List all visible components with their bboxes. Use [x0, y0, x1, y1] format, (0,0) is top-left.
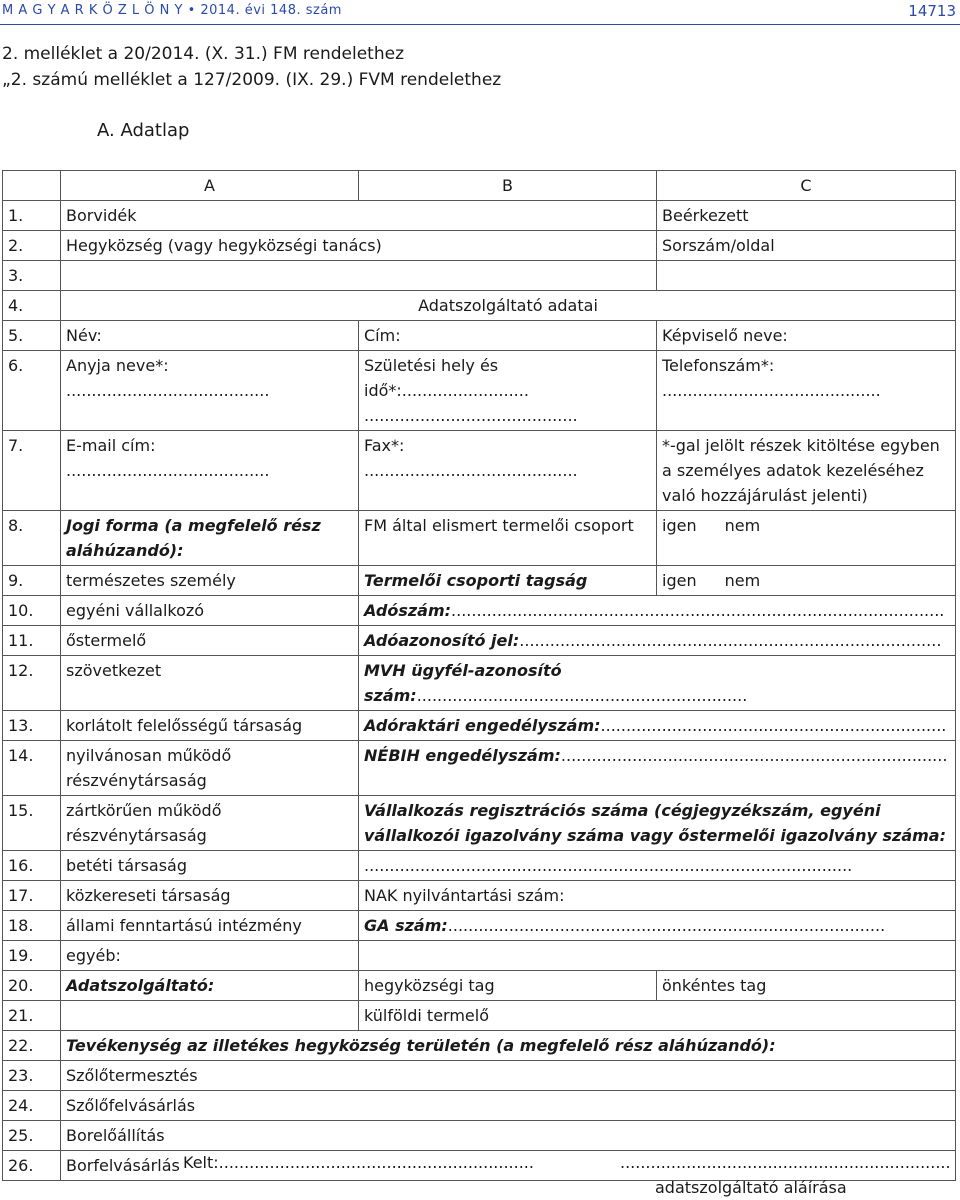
table-row: [3, 231, 956, 261]
group-membership-label: Termelői csoporti tagság: [359, 566, 657, 596]
representative-field[interactable]: Képviselő neve:: [657, 321, 956, 351]
phone-field[interactable]: [657, 351, 956, 431]
field-label: Születési hely és idő*:.........................: [364, 356, 529, 400]
table-row: [3, 1091, 956, 1121]
field-dots: ......................................................................................: [447, 916, 886, 935]
table-row: [3, 1031, 956, 1061]
legal-form-option[interactable]: szövetkezet: [61, 656, 359, 711]
tax-number-field[interactable]: [359, 596, 956, 626]
row-number: 15.: [3, 796, 61, 851]
legal-form-option[interactable]: állami fenntartású intézmény: [61, 911, 359, 941]
field-dots: ........................................: [66, 461, 270, 480]
table-row: [3, 851, 956, 881]
field-label: Telefonszám*:: [662, 356, 775, 375]
activity-option[interactable]: Borfelvásárlás: [61, 1151, 956, 1181]
table-row: [3, 626, 956, 656]
row-number: 12.: [3, 656, 61, 711]
field-dots: ............................................................................: [560, 746, 948, 765]
row-number: 17.: [3, 881, 61, 911]
row-number: 21.: [3, 1001, 61, 1031]
data-provider-label: Adatszolgáltató:: [61, 971, 359, 1001]
page-header: [0, 0, 960, 26]
corner-cell: [3, 171, 61, 201]
row-number: 11.: [3, 626, 61, 656]
row-number: 1.: [3, 201, 61, 231]
table-row: [3, 261, 956, 291]
legal-form-option[interactable]: őstermelő: [61, 626, 359, 656]
wine-community-field[interactable]: Hegyközség (vagy hegyközségi tanács): [61, 231, 657, 261]
registration-number-field[interactable]: ................................................................................................: [359, 851, 956, 881]
field-label: Fax*:: [364, 436, 405, 455]
table-row: [3, 291, 956, 321]
field-label: Adóraktári engedélyszám:: [364, 716, 601, 735]
consent-note: *-gal jelölt részek kitöltése egyben a személyes adatok kezeléséhez való hozzájárulást jelenti): [657, 431, 956, 511]
name-field[interactable]: Név:: [61, 321, 359, 351]
table-row: [3, 971, 956, 1001]
row-number: 8.: [3, 511, 61, 566]
row-number: 24.: [3, 1091, 61, 1121]
row-number: 7.: [3, 431, 61, 511]
signature-line[interactable]: .................................................................: [620, 1153, 951, 1172]
producer-group-label: FM által elismert termelői csoport: [359, 511, 657, 566]
header-divider: [0, 24, 960, 25]
activity-heading: Tevékenység az illetékes hegyközség területén (a megfelelő rész aláhúzandó):: [61, 1031, 956, 1061]
row-number: 14.: [3, 741, 61, 796]
column-header-row: [3, 171, 956, 201]
table-row: [3, 566, 956, 596]
mother-name-field[interactable]: [61, 351, 359, 431]
nebih-licence-field[interactable]: [359, 741, 956, 796]
producer-group-choice: [657, 511, 956, 566]
row-number: 18.: [3, 911, 61, 941]
table-row: [3, 711, 956, 741]
member-option[interactable]: hegyközségi tag: [359, 971, 657, 1001]
ga-number-field[interactable]: [359, 911, 956, 941]
field-dots: ....................................................................: [600, 716, 947, 735]
birth-place-date-field[interactable]: [359, 351, 657, 431]
column-c-header: C: [657, 171, 956, 201]
field-label: E-mail cím:: [66, 436, 156, 455]
column-a-header: A: [61, 171, 359, 201]
no-option[interactable]: nem: [724, 516, 761, 535]
activity-option[interactable]: Borelőállítás: [61, 1121, 956, 1151]
legal-form-option[interactable]: nyilvánosan működő részvénytársaság: [61, 741, 359, 796]
serial-page-field[interactable]: Sorszám/oldal: [657, 231, 956, 261]
page-number: 14713: [908, 2, 956, 20]
row-number: 10.: [3, 596, 61, 626]
row-number: 23.: [3, 1061, 61, 1091]
mvh-client-id-field[interactable]: [359, 656, 956, 711]
table-row: [3, 1121, 956, 1151]
activity-option[interactable]: Szőlőfelvásárlás: [61, 1091, 956, 1121]
row-number: 25.: [3, 1121, 61, 1151]
voluntary-member-option[interactable]: önkéntes tag: [657, 971, 956, 1001]
table-row: [3, 1061, 956, 1091]
table-row: [3, 741, 956, 796]
table-row: [3, 911, 956, 941]
table-row: [3, 656, 956, 711]
legal-form-option[interactable]: betéti társaság: [61, 851, 359, 881]
field-dots: ...........................................: [662, 381, 881, 400]
activity-option[interactable]: Szőlőtermesztés: [61, 1061, 956, 1091]
tax-id-field[interactable]: [359, 626, 956, 656]
field-dots: ..........................................: [364, 406, 578, 425]
table-row: [3, 351, 956, 431]
section-heading: Adatszolgáltató adatai: [61, 291, 956, 321]
field-dots: ..........................................: [364, 461, 578, 480]
field-dots: .................................................................: [416, 686, 748, 705]
field-dots: ...................................................................................: [519, 631, 942, 650]
address-field[interactable]: Cím:: [359, 321, 657, 351]
field-dots: ........................................: [66, 381, 270, 400]
journal-title: M A G Y A R K Ö Z L Ö N Y • 2014. évi 148. szám: [2, 3, 342, 18]
registration-number-label: Vállalkozás regisztrációs száma (cégjegyzékszám, egyéni vállalkozói igazolvány száma vagy őstermelői igazolvány száma:: [359, 796, 956, 851]
row-number: 26.: [3, 1151, 61, 1181]
table-row: [3, 511, 956, 566]
field-label: Adószám:: [364, 601, 452, 620]
table-row: [3, 1001, 956, 1031]
row-number: 22.: [3, 1031, 61, 1061]
field-label: Anyja neve*:: [66, 356, 169, 375]
yes-option[interactable]: igen: [662, 516, 697, 535]
row-number: 20.: [3, 971, 61, 1001]
email-field[interactable]: [61, 431, 359, 511]
row-number: 19.: [3, 941, 61, 971]
legal-form-option[interactable]: egyéni vállalkozó: [61, 596, 359, 626]
annex-reference-amended: „2. számú melléklet a 127/2009. (IX. 29.) FVM rendelethez: [2, 70, 502, 90]
row-number: 4.: [3, 291, 61, 321]
table-row: [3, 941, 956, 971]
table-row: [3, 321, 956, 351]
yes-option[interactable]: igen: [662, 571, 697, 590]
empty-cell[interactable]: [359, 941, 956, 971]
data-sheet-table: [2, 170, 956, 1181]
foreign-producer-option[interactable]: külföldi termelő: [359, 1001, 956, 1031]
legal-form-option[interactable]: zártkörűen működő részvénytársaság: [61, 796, 359, 851]
nak-register-field[interactable]: NAK nyilvántartási szám:: [359, 881, 956, 911]
document-title: A. Adatlap: [97, 120, 190, 141]
table-row: [3, 881, 956, 911]
annex-reference: 2. melléklet a 20/2014. (X. 31.) FM rendelethez: [2, 44, 405, 64]
table-row: [3, 596, 956, 626]
row-number: 16.: [3, 851, 61, 881]
row-number: 5.: [3, 321, 61, 351]
table-row: [3, 796, 956, 851]
legal-form-option[interactable]: természetes személy: [61, 566, 359, 596]
no-option[interactable]: nem: [724, 571, 761, 590]
field-label: Adóazonosító jel:: [364, 631, 520, 650]
fax-field[interactable]: [359, 431, 657, 511]
column-b-header: B: [359, 171, 657, 201]
field-dots: .................................................................................................: [451, 601, 945, 620]
received-field[interactable]: Beérkezett: [657, 201, 956, 231]
empty-cell[interactable]: [657, 261, 956, 291]
legal-form-option[interactable]: közkereseti társaság: [61, 881, 359, 911]
empty-cell[interactable]: [61, 261, 657, 291]
empty-cell: [61, 1001, 359, 1031]
table-row: [3, 431, 956, 511]
wine-region-field[interactable]: Borvidék: [61, 201, 657, 231]
excise-licence-field[interactable]: [359, 711, 956, 741]
row-number: 13.: [3, 711, 61, 741]
row-number: 3.: [3, 261, 61, 291]
group-membership-choice: [657, 566, 956, 596]
legal-form-label: Jogi forma (a megfelelő rész aláhúzandó):: [61, 511, 359, 566]
signature-label: adatszolgáltató aláírása: [655, 1178, 847, 1197]
field-label: MVH ügyfél-azonosító szám:: [364, 661, 562, 705]
row-number: 9.: [3, 566, 61, 596]
legal-form-option[interactable]: korlátolt felelősségű társaság: [61, 711, 359, 741]
field-label: GA szám:: [364, 916, 448, 935]
date-place-field[interactable]: Kelt:..............................................................: [183, 1153, 534, 1172]
table-row: [3, 201, 956, 231]
field-label: NÉBIH engedélyszám:: [364, 746, 561, 765]
legal-form-option[interactable]: egyéb:: [61, 941, 359, 971]
row-number: 2.: [3, 231, 61, 261]
row-number: 6.: [3, 351, 61, 431]
